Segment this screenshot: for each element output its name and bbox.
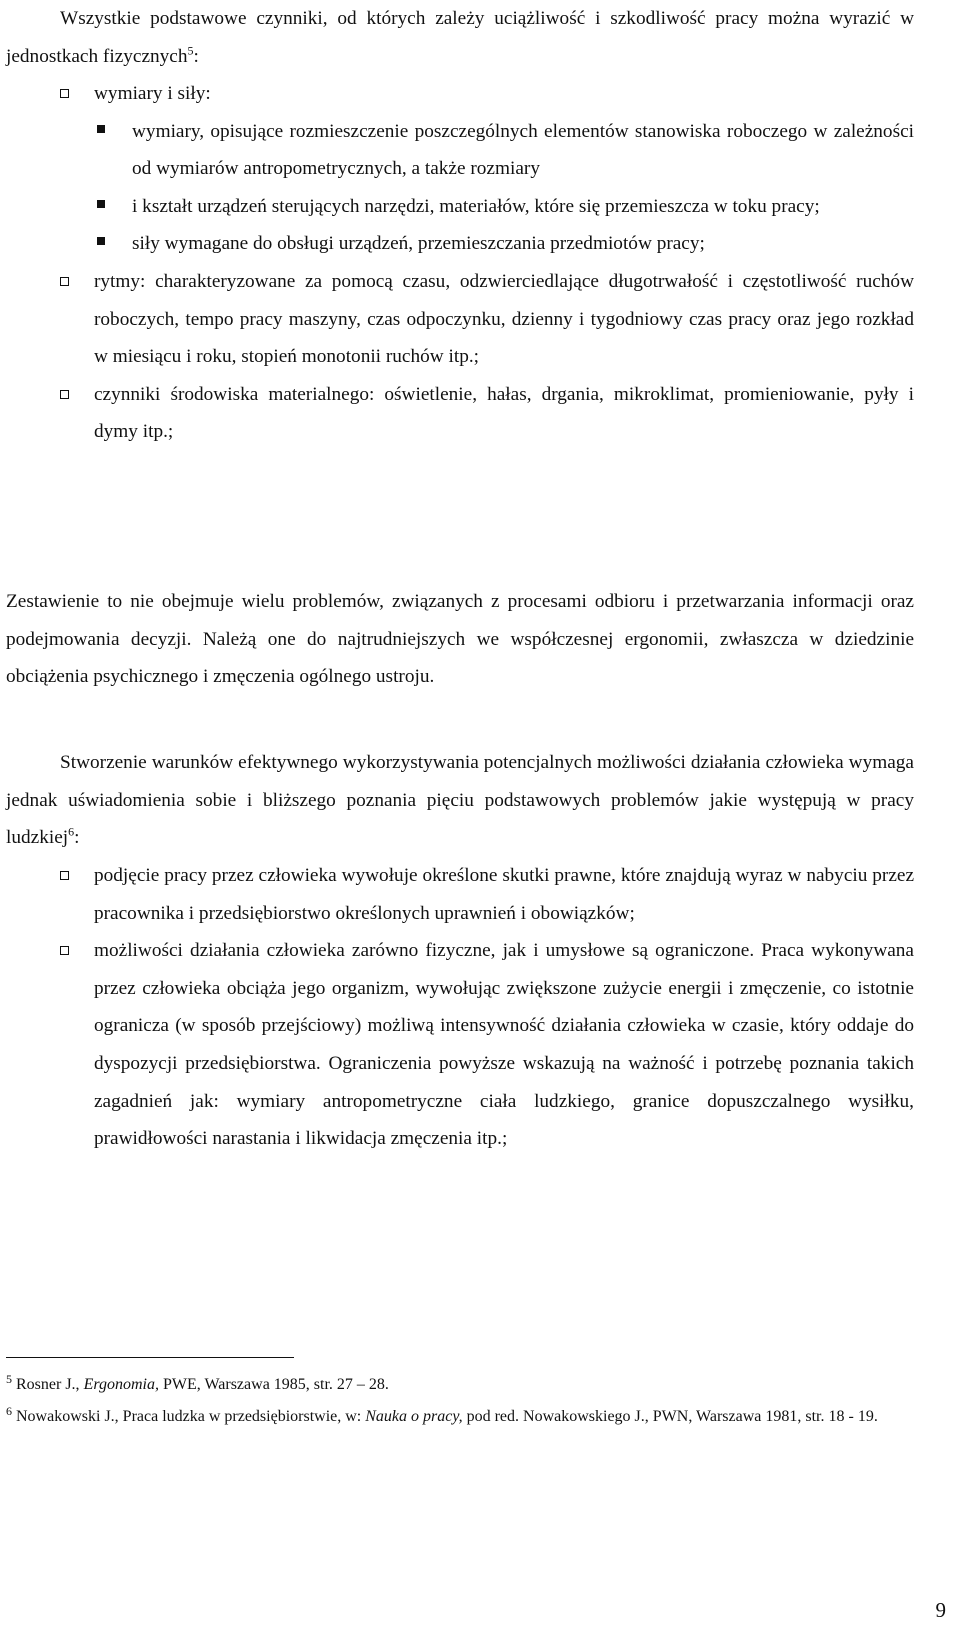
footnote-ref-6: 6 (68, 824, 75, 839)
problems-intro-tail: : (74, 827, 80, 849)
sub-list-item (0, 188, 914, 226)
footnote-6 (6, 1403, 914, 1430)
footnotes (6, 1371, 914, 1430)
intro-paragraph (6, 0, 914, 75)
footnote-5 (6, 1371, 914, 1398)
sub-item-text: i kształt urządzeń sterujących narzędzi, materiałów, które się przemieszcza w toku pracy; (132, 195, 820, 217)
summary-paragraph (6, 583, 914, 696)
list-item (0, 75, 914, 113)
square-bullet-icon (97, 237, 105, 245)
footnote-text-after: pod red. Nowakowskiego J., PWN, Warszawa 1981, str. 18 - 19. (462, 1408, 878, 1425)
factors-list (0, 75, 914, 451)
problem-text: możliwości działania człowieka zarówno fizyczne, jak i umysłowe są ograniczone. Praca wykonywana przez człowieka obciąża jego organizm, wywołując zwiększone zużycie energii i zmęczenie, co istotnie ogranicza (w sposób przejściowy) możliwą intensywność działania człowieka w czasie, który oddaje do dyspozycji przedsiębiorstwa. Ograniczenia powyższe wskazują na ważność i potrzebę poznania takich zagadnień jak: wymiary antropometryczne ciała ludzkiego, granice dopuszczalnego wysiłku, prawidłowości narastania i likwidacja zmęczenia itp.; (94, 940, 914, 1150)
summary-text: Zestawienie to nie obejmuje wielu problemów, związanych z procesami odbioru i przetwarzania informacji oraz podejmowania decyzji. Należą one do najtrudniejszych we współczesnej ergonomii, zwłaszcza w dziedzinie obciążenia psychicznego i zmęczenia ogólnego ustroju. (6, 591, 914, 688)
sub-list-item (0, 113, 914, 188)
problems-intro-text: Stworzenie warunków efektywnego wykorzystywania potencjalnych możliwości działania człowieka wymaga jednak uświadomienia sobie i bliższego poznania pięciu podstawowych problemów jakie występują w pracy ludzkiej (6, 752, 914, 849)
footnote-ref-5: 5 (187, 43, 194, 58)
footnote-separator (6, 1357, 294, 1358)
checkbox-bullet-icon (60, 871, 69, 880)
footnote-text-before: Rosner J., (16, 1376, 84, 1393)
footnote-italic-title: Ergonomia, (83, 1376, 159, 1393)
checkbox-bullet-icon (60, 946, 69, 955)
list-item (0, 263, 914, 376)
intro-tail: : (193, 45, 199, 67)
footnote-number: 5 (6, 1371, 12, 1386)
list-item (0, 376, 914, 451)
checkbox-bullet-icon (60, 89, 69, 98)
footnote-text-before: Nowakowski J., Praca ludzka w przedsiębiorstwie, w: (16, 1408, 366, 1425)
sub-item-text: siły wymagane do obsługi urządzeń, przemieszczania przedmiotów pracy; (132, 233, 705, 255)
checkbox-bullet-icon (60, 277, 69, 286)
list-item (0, 857, 914, 932)
list-item (0, 932, 914, 1158)
problem-text: podjęcie pracy przez człowieka wywołuje określone skutki prawne, które znajdują wyraz w nabyciu przez pracownika i przedsiębiorstwo określonych uprawnień i obowiązków; (94, 865, 914, 924)
intro-text: Wszystkie podstawowe czynniki, od których zależy uciążliwość i szkodliwość pracy można wyrazić w jednostkach fizycznych (6, 8, 914, 67)
square-bullet-icon (97, 200, 105, 208)
footnote-italic-title: Nauka o pracy, (365, 1408, 463, 1425)
factor-label: wymiary i siły: (94, 83, 211, 104)
square-bullet-icon (97, 125, 105, 133)
page-number: 9 (935, 1598, 946, 1622)
problems-list (0, 857, 914, 1158)
factor-label: rytmy: charakteryzowane za pomocą czasu, odzwierciedlające długotrwałość i częstotliwość ruchów roboczych, tempo pracy maszyny, czas odpoczynku, dzienny i tygodniowy czas pracy oraz jego rozkład w miesiącu i roku, stopień monotonii ruchów itp.; (94, 270, 914, 368)
checkbox-bullet-icon (60, 390, 69, 399)
sub-list-item (0, 225, 914, 263)
footnote-text-after: PWE, Warszawa 1985, str. 27 – 28. (158, 1376, 389, 1393)
sub-item-text: wymiary, opisujące rozmieszczenie poszczególnych elementów stanowiska roboczego w zależności od wymiarów antropometrycznych, a także rozmiary (132, 120, 914, 180)
problems-intro-paragraph (6, 744, 914, 857)
factor-label: czynniki środowiska materialnego: oświetlenie, hałas, drgania, mikroklimat, promieniowanie, pyły i dymy itp.; (94, 383, 914, 443)
footnote-number: 6 (6, 1403, 12, 1418)
